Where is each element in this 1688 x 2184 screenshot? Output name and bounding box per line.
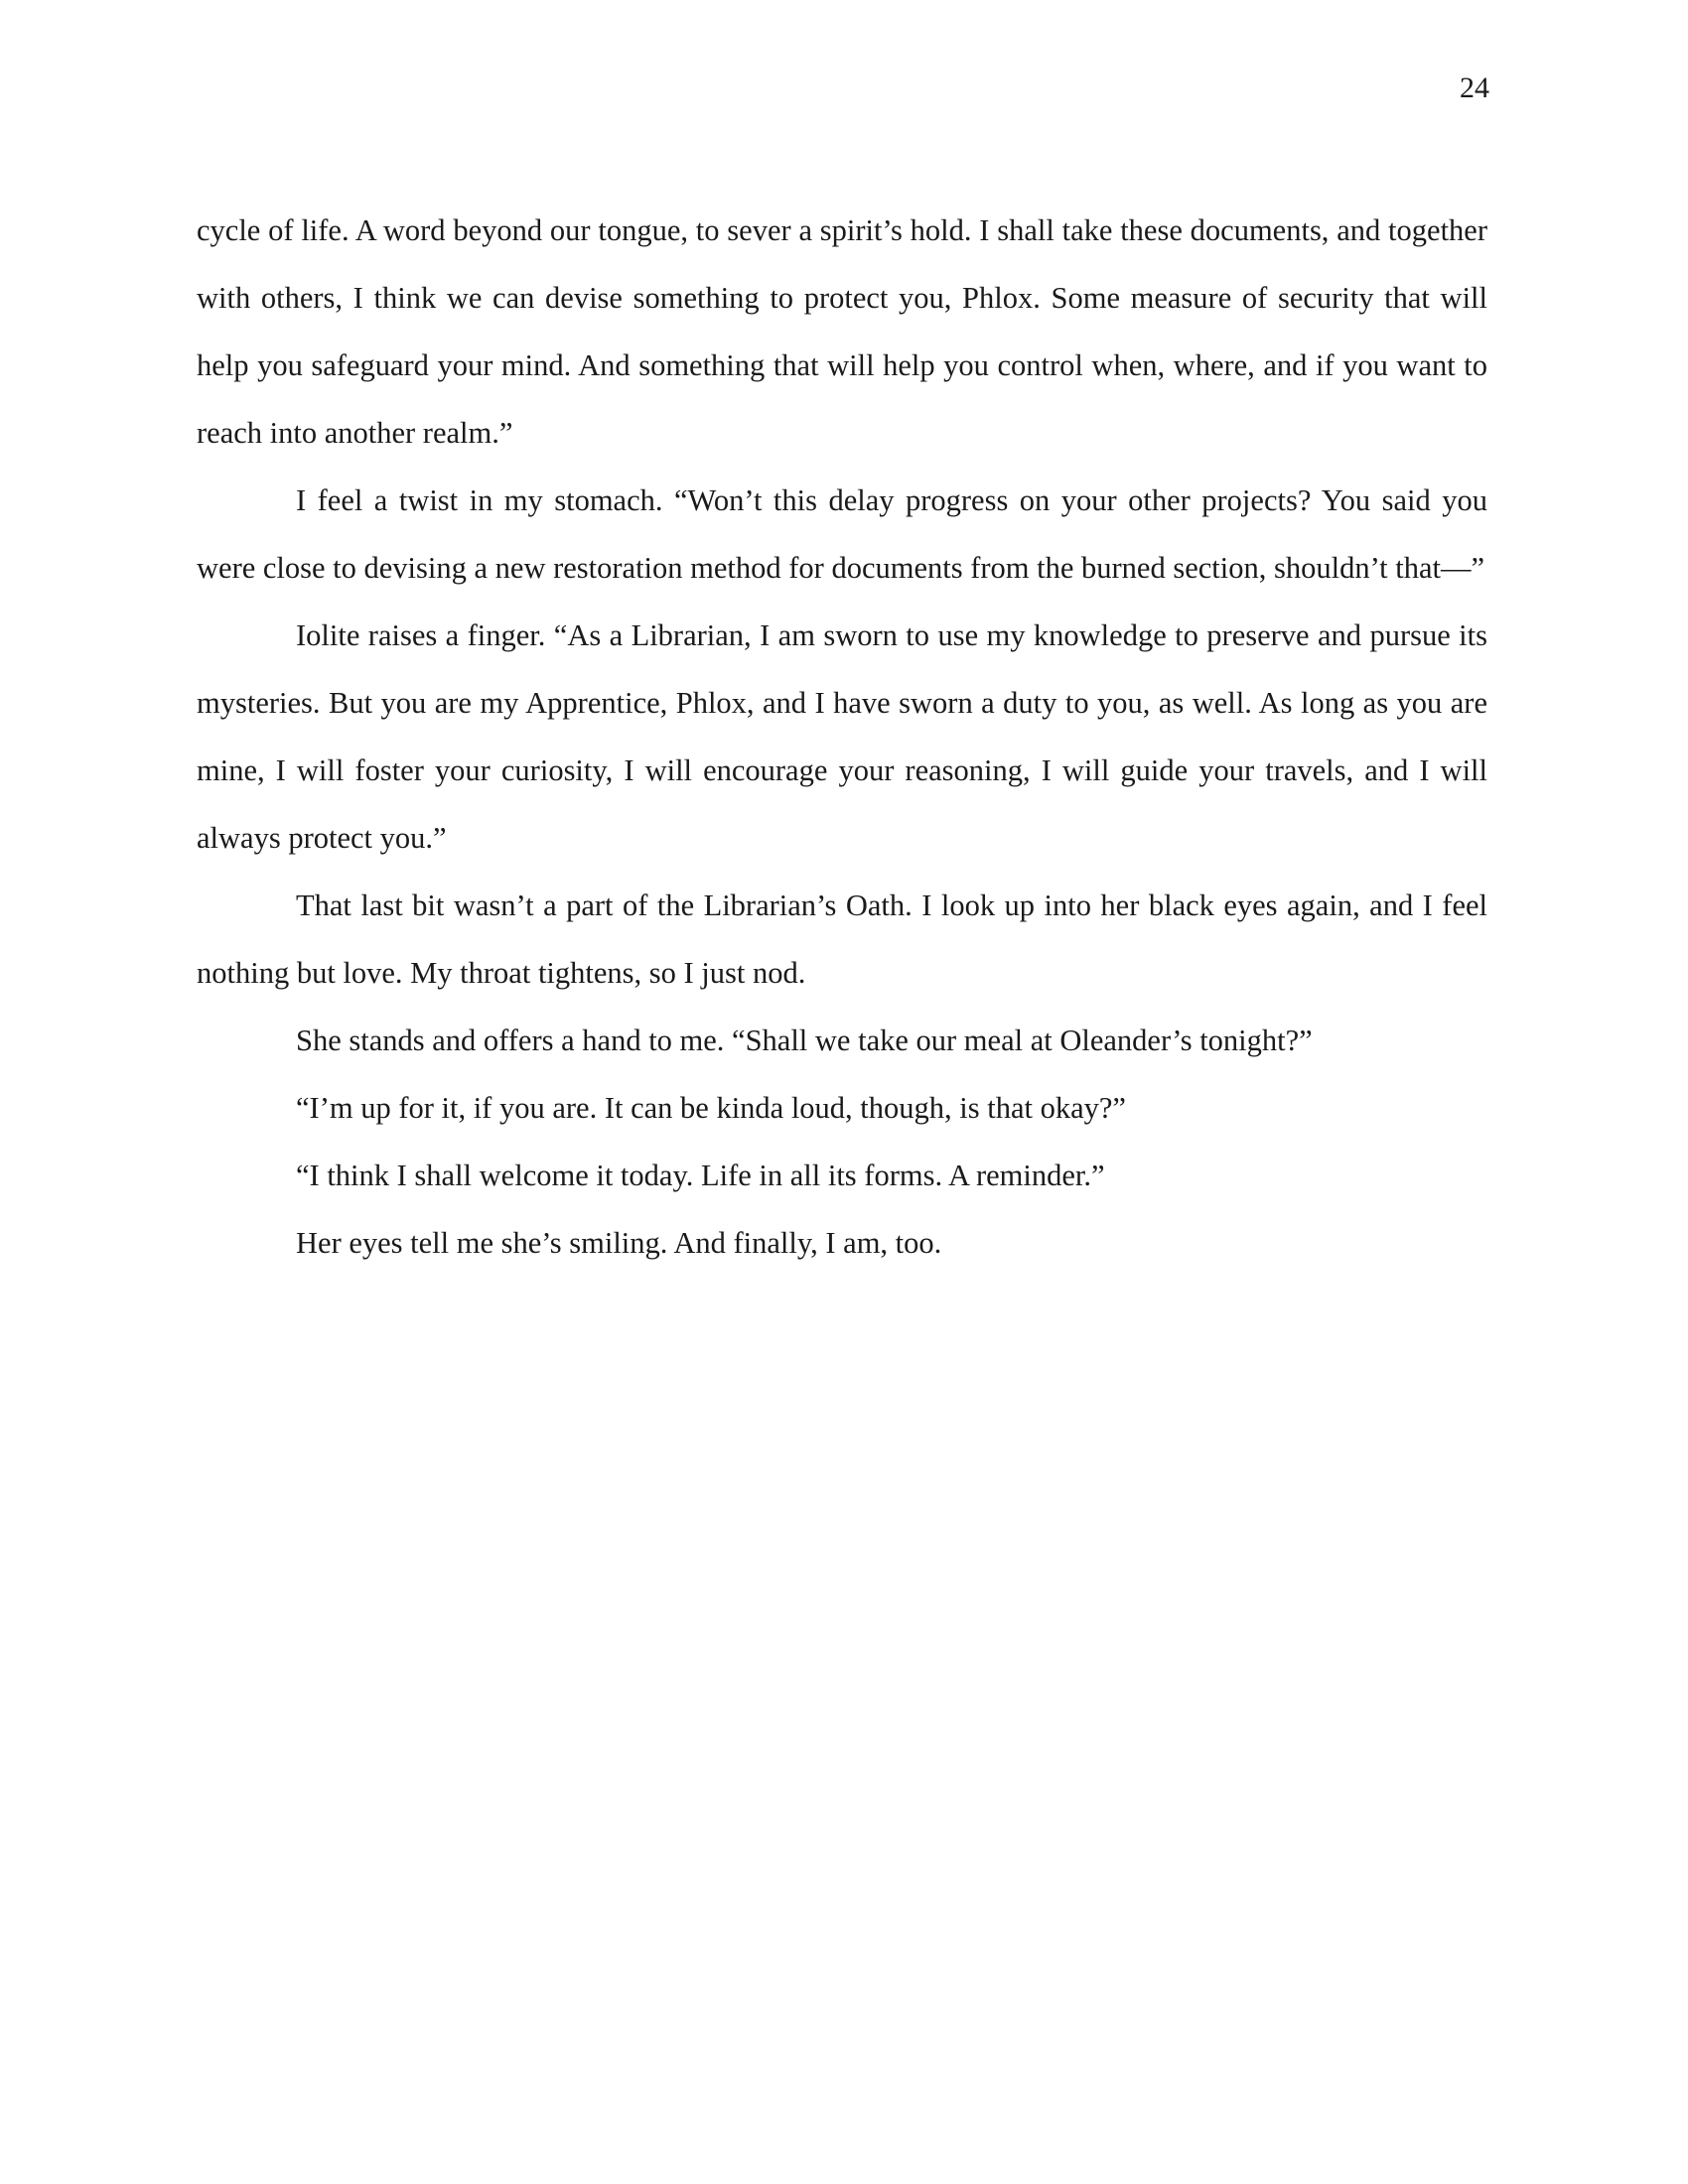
body-text — [197, 197, 1487, 1277]
paragraph: “I’m up for it, if you are. It can be kinda loud, though, is that okay?” — [296, 1091, 1126, 1125]
paragraph: Her eyes tell me she’s smiling. And finally, I am, too. — [296, 1226, 942, 1260]
paragraph: I feel a twist in my stomach. “Won’t this delay progress on your other projects? You said you were close to devising a new restoration method for documents from the burned section, shouldn’t that—” — [197, 483, 1487, 585]
paragraph: She stands and offers a hand to me. “Shall we take our meal at Oleander’s tonight?” — [296, 1024, 1313, 1057]
paragraph: That last bit wasn’t a part of the Librarian’s Oath. I look up into her black eyes again, and I feel nothing but love. My throat tightens, so I just nod. — [197, 888, 1487, 990]
page-number: 24 — [1460, 71, 1489, 104]
paragraph: Iolite raises a finger. “As a Librarian, I am sworn to use my knowledge to preserve and pursue its mysteries. But you are my Apprentice, Phlox, and I have sworn a duty to you, as well. As long as you are mine, I will foster your curiosity, I will encourage your reasoning, I will guide your travels, and I will always protect you.” — [197, 618, 1487, 855]
paragraph-continued: cycle of life. A word beyond our tongue, to sever a spirit’s hold. I shall take these documents, and together with others, I think we can devise something to protect you, Phlox. Some measure of security that will help you safeguard your mind. And something that will help you control when, where, and if you want to reach into another realm.” — [197, 213, 1487, 450]
paragraph: “I think I shall welcome it today. Life in all its forms. A reminder.” — [296, 1159, 1105, 1192]
